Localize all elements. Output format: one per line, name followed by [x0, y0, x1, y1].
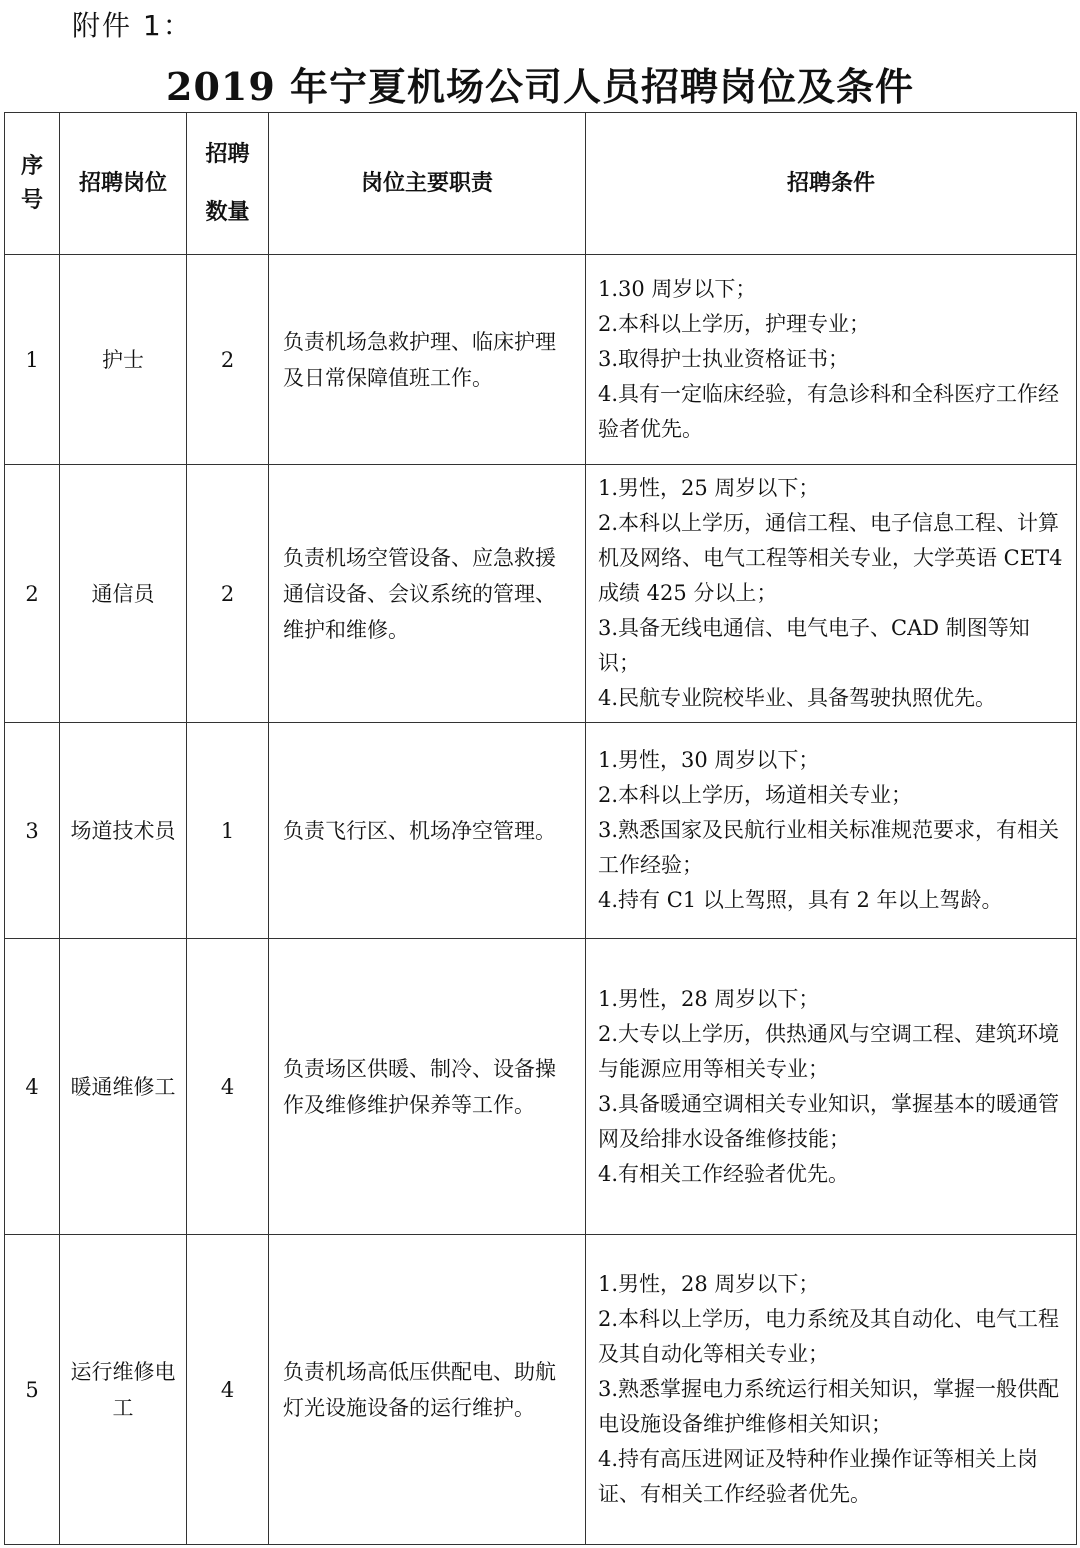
- requirement-item: 2.本科以上学历，护理专业；: [598, 312, 871, 336]
- header-count-line2: 数量: [205, 199, 250, 225]
- document-title: 2019 年宁夏机场公司人员招聘岗位及条件: [166, 64, 914, 109]
- table-row: [5, 939, 1077, 1235]
- requirement-item: 4.有相关工作经验者优先。: [598, 1161, 850, 1186]
- header-position: 招聘岗位: [60, 113, 187, 255]
- row-position: 场道技术员: [60, 723, 187, 939]
- requirement-item: 2.本科以上学历，场道相关专业；: [598, 783, 913, 807]
- header-requirements: 招聘条件: [586, 113, 1077, 255]
- row-seq: 4: [5, 939, 60, 1235]
- requirement-item: 1.男性，30 周岁以下；: [598, 748, 820, 772]
- row-seq: 1: [5, 255, 60, 465]
- row-duties: 负责机场空管设备、应急救援通信设备、会议系统的管理、维护和维修。: [269, 465, 586, 723]
- row-count: 2: [187, 465, 269, 723]
- row-duties: 负责机场高低压供配电、助航灯光设施设备的运行维护。: [269, 1235, 586, 1545]
- row-count: 2: [187, 255, 269, 465]
- row-requirements: [586, 723, 1077, 939]
- row-requirements: [586, 1235, 1077, 1545]
- table-header-row: [5, 113, 1077, 255]
- row-count: 4: [187, 939, 269, 1235]
- table-row: [5, 1235, 1077, 1545]
- row-count: 1: [187, 723, 269, 939]
- row-requirements: [586, 255, 1077, 465]
- row-position: 暖通维修工: [60, 939, 187, 1235]
- row-position: 通信员: [60, 465, 187, 723]
- row-duties: 负责机场急救护理、临床护理及日常保障值班工作。: [269, 255, 586, 465]
- requirement-item: 1.30 周岁以下；: [598, 277, 757, 301]
- requirement-item: 4.持有高压进网证及特种作业操作证等相关上岗证、有相关工作经验者优先。: [598, 1447, 1039, 1506]
- requirement-item: 4.具有一定临床经验，有急诊科和全科医疗工作经验者优先。: [598, 382, 1060, 441]
- header-duties: 岗位主要职责: [269, 113, 586, 255]
- requirement-item: 4.持有 C1 以上驾照，具有 2 年以上驾龄。: [598, 888, 1003, 912]
- requirement-item: 2.本科以上学历，电力系统及其自动化、电气工程及其自动化等相关专业；: [598, 1307, 1060, 1366]
- row-seq: 2: [5, 465, 60, 723]
- row-count: 4: [187, 1235, 269, 1545]
- row-duties: 负责场区供暖、制冷、设备操作及维修维护保养等工作。: [269, 939, 586, 1235]
- row-seq: 5: [5, 1235, 60, 1545]
- requirement-item: 3.具备暖通空调相关专业知识，掌握基本的暖通管网及给排水设备维修技能；: [598, 1091, 1060, 1151]
- requirement-item: 3.具备无线电通信、电气电子、CAD 制图等知识；: [598, 616, 1030, 675]
- requirement-item: 2.本科以上学历，通信工程、电子信息工程、计算机及网络、电气工程等相关专业，大学英语 CET4 成绩 425 分以上；: [598, 511, 1063, 605]
- row-requirements: [586, 939, 1077, 1235]
- header-count-line1: 招聘: [205, 141, 250, 167]
- header-seq: 序号: [5, 113, 60, 255]
- requirement-item: 2.大专以上学历，供热通风与空调工程、建筑环境与能源应用等相关专业；: [598, 1021, 1060, 1081]
- row-requirements: [586, 465, 1077, 723]
- requirement-item: 3.熟悉国家及民航行业相关标准规范要求，有相关工作经验；: [598, 818, 1060, 877]
- row-seq: 3: [5, 723, 60, 939]
- table-row: [5, 255, 1077, 465]
- requirement-item: 1.男性，28 周岁以下；: [598, 986, 820, 1011]
- table-row: [5, 465, 1077, 723]
- table-row: [5, 723, 1077, 939]
- header-count: [187, 113, 269, 255]
- row-position: 护士: [60, 255, 187, 465]
- row-position: 运行维修电工: [60, 1235, 187, 1545]
- requirement-item: 1.男性，28 周岁以下；: [598, 1272, 820, 1296]
- requirement-item: 3.取得护士执业资格证书；: [598, 347, 850, 371]
- requirement-item: 3.熟悉掌握电力系统运行相关知识，掌握一般供配电设施设备维护维修相关知识；: [598, 1377, 1060, 1436]
- attachment-label: 附件 1：: [72, 9, 193, 42]
- requirement-item: 4.民航专业院校毕业、具备驾驶执照优先。: [598, 686, 997, 710]
- recruitment-table: [4, 112, 1077, 1545]
- requirement-item: 1.男性，25 周岁以下；: [598, 476, 820, 500]
- row-duties: 负责飞行区、机场净空管理。: [269, 723, 586, 939]
